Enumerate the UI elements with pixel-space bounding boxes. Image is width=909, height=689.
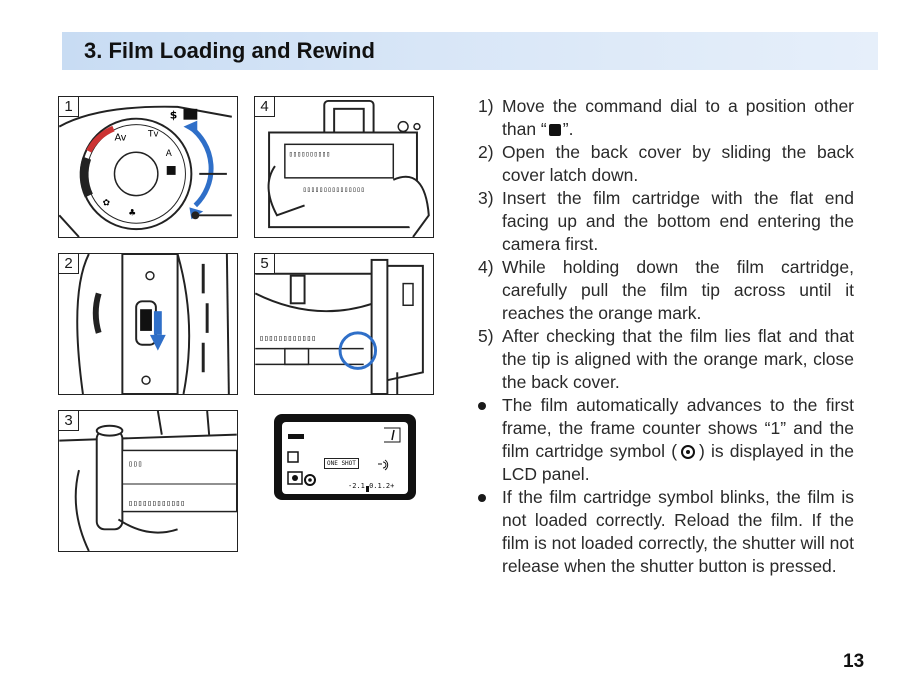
lcd-panel (274, 414, 416, 500)
step-marker: 1) (478, 96, 494, 116)
step-2 (474, 141, 854, 187)
page-number: 13 (843, 651, 865, 672)
film-cartridge-icon (681, 445, 695, 459)
svg-text:Tv: Tv (148, 129, 159, 140)
lcd-display (282, 422, 408, 494)
step-4 (474, 256, 854, 325)
figure-number: 5 (255, 254, 275, 274)
section-title: 3. Film Loading and Rewind (84, 38, 375, 63)
step-marker: 3) (478, 188, 494, 208)
command-dial-illustration (59, 97, 237, 237)
step-1-text-start: Move the command dial to a position other than “ (502, 96, 854, 139)
svg-text:♣: ♣ (128, 208, 137, 219)
figure-number: 4 (255, 97, 275, 117)
bullet-icon (478, 494, 486, 502)
lcd-exposure-scale: -2.1.0.1.2+ (348, 482, 395, 490)
step-5 (474, 325, 854, 394)
lock-symbol-icon (549, 124, 561, 136)
note-1-text-start: The film automatically advances to the first frame, the frame counter shows “1” and the film cartridge symbol ( (502, 395, 854, 461)
step-1-text-end: ”. (562, 119, 574, 139)
figure-number: 3 (59, 411, 79, 431)
step-3-text: Insert the film cartridge with the flat end facing up and the bottom end entering the camera first. (502, 188, 854, 254)
figure-5-film-tip (254, 253, 434, 395)
svg-text:✿: ✿ (102, 198, 111, 209)
svg-text:▯▯▯▯▯▯▯▯▯▯▯▯: ▯▯▯▯▯▯▯▯▯▯▯▯ (128, 498, 186, 508)
figure-4-open-back (254, 96, 434, 238)
svg-text:Av: Av (114, 132, 127, 144)
svg-text:▯▯▯▯▯▯▯▯▯▯▯▯: ▯▯▯▯▯▯▯▯▯▯▯▯ (259, 333, 317, 343)
lcd-one-shot-label: ONE SHOT (324, 458, 359, 469)
svg-text:$: $ (169, 108, 178, 122)
svg-text:▯▯▯▯▯▯▯▯▯▯: ▯▯▯▯▯▯▯▯▯▯ (288, 150, 331, 159)
svg-text:A: A (165, 149, 172, 160)
svg-text:▯▯▯: ▯▯▯ (128, 459, 143, 469)
figure-2-back-latch (58, 253, 238, 395)
step-marker: 2) (478, 142, 494, 162)
note-1 (474, 394, 854, 486)
svg-text:▯▯▯▯▯▯▯▯▯▯▯▯▯▯▯: ▯▯▯▯▯▯▯▯▯▯▯▯▯▯▯ (302, 185, 365, 194)
note-2-text: If the film cartridge symbol blinks, the film is not loaded correctly. Reload the film. If the film is not loaded correctly, the shutter will not release when the shutter button is pressed. (502, 487, 854, 576)
step-marker: 5) (478, 326, 494, 346)
step-5-text: After checking that the film lies flat and that the tip is aligned with the orange mark, close the back cover. (502, 326, 854, 392)
film-tip-illustration (255, 254, 433, 394)
figure-1-command-dial (58, 96, 238, 238)
section-title-bar (62, 32, 878, 70)
figure-number: 2 (59, 254, 79, 274)
note-1-text-end: ) is displayed in the LCD panel. (502, 441, 854, 484)
step-1 (474, 95, 854, 141)
cartridge-illustration (59, 411, 237, 551)
bullet-icon (478, 402, 486, 410)
figure-number: 1 (59, 97, 79, 117)
step-marker: 4) (478, 257, 494, 277)
step-4-text: While holding down the film cartridge, carefully pull the film tip across until it reaches the orange mark. (502, 257, 854, 323)
note-2 (474, 486, 854, 578)
open-back-illustration (255, 97, 433, 237)
figure-3-insert-cartridge (58, 410, 238, 552)
step-3 (474, 187, 854, 256)
instructions (474, 95, 854, 578)
step-2-text: Open the back cover by sliding the back cover latch down. (502, 142, 854, 185)
back-latch-illustration (59, 254, 237, 394)
